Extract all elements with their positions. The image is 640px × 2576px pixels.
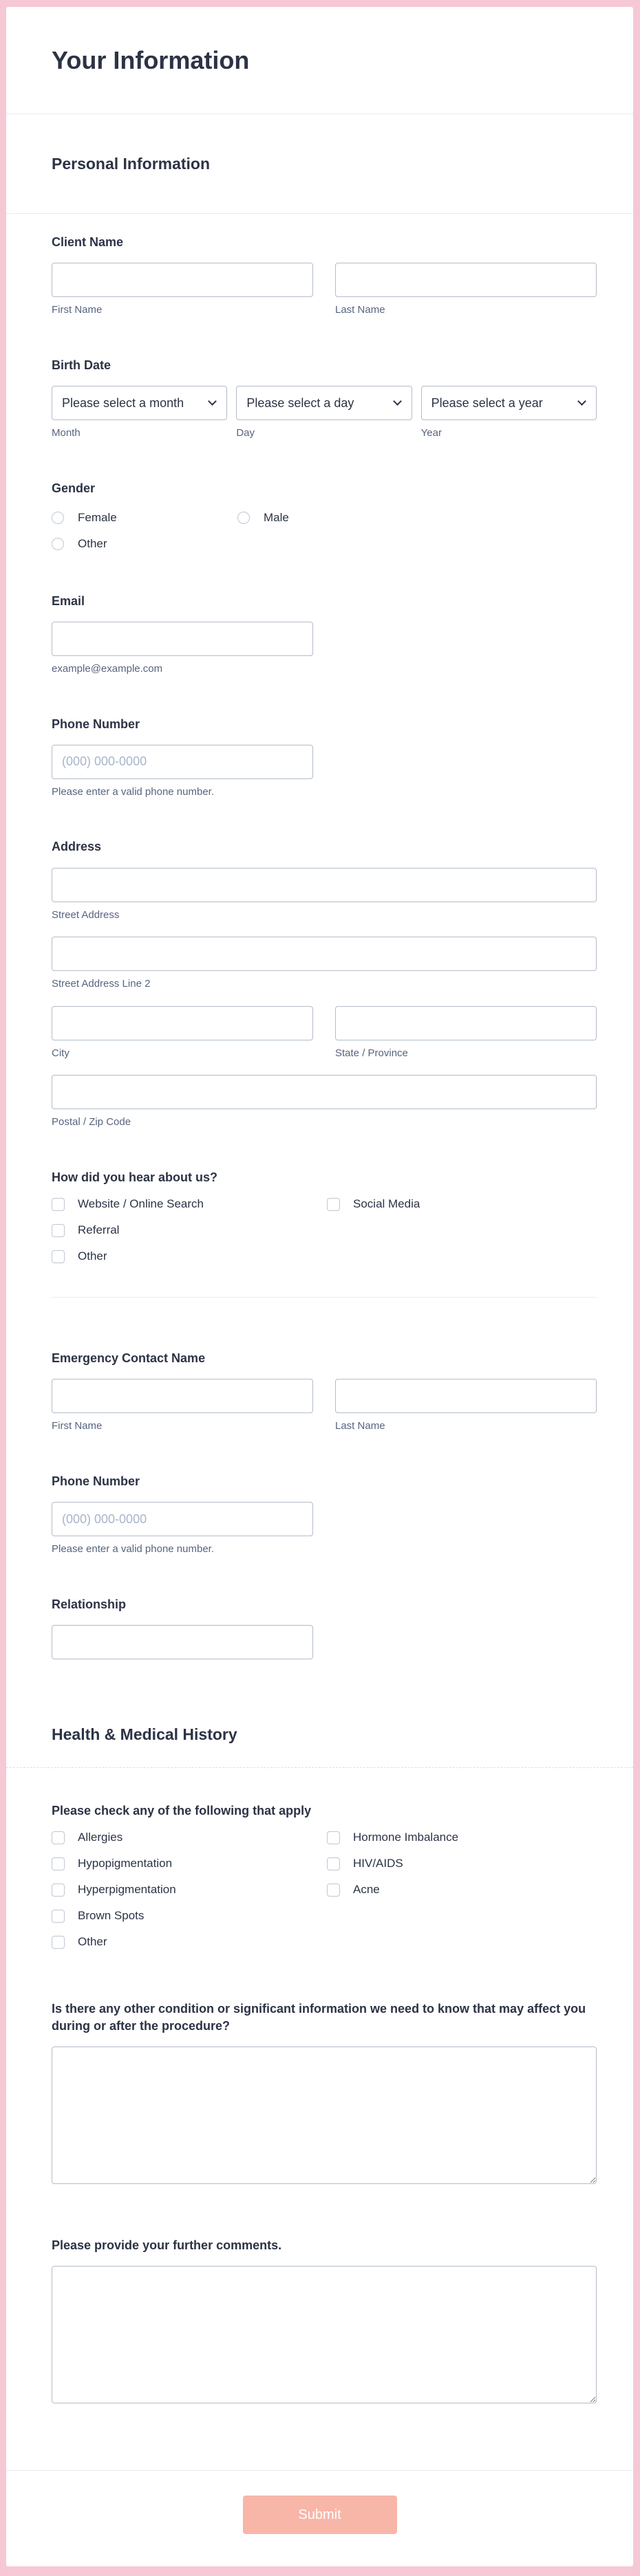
city-sublabel: City [52, 1047, 70, 1059]
address-label: Address [52, 840, 102, 854]
acne-label: Acne [353, 1883, 380, 1897]
hypopigmentation-label: Hypopigmentation [78, 1857, 173, 1870]
emergency-phone-label: Phone Number [52, 1474, 140, 1488]
client-first-name-input[interactable] [52, 263, 313, 297]
submit-button[interactable]: Submit [243, 2496, 397, 2534]
email-sublabel: example@example.com [52, 663, 163, 675]
website-online-search-label: Website / Online Search [78, 1197, 204, 1211]
emergency-phone-input[interactable] [52, 1502, 313, 1536]
phone-sublabel: Please enter a valid phone number. [52, 785, 214, 798]
form-header [6, 7, 633, 114]
street-address-input[interactable] [52, 868, 597, 902]
brown-spots-label: Brown Spots [78, 1909, 145, 1923]
street-address-sublabel: Street Address [52, 908, 120, 921]
other-radio[interactable] [52, 538, 64, 550]
state-province-input[interactable] [335, 1006, 597, 1040]
month-sublabel: Month [52, 427, 81, 439]
other-condition-label: Other [78, 1935, 107, 1949]
emergency-phone-field [52, 1473, 597, 1556]
male-radio-label: Male [264, 510, 289, 524]
personal-information-heading: Personal Information [52, 154, 211, 173]
hyperpigmentation-checkbox[interactable] [52, 1884, 65, 1897]
client-name-field [52, 234, 597, 317]
male-radio[interactable] [237, 512, 250, 524]
form-footer [6, 2470, 633, 2566]
hormone-imbalance-checkbox[interactable] [327, 1831, 340, 1844]
condition-option-brown-spots[interactable] [52, 1907, 327, 1925]
city-input[interactable] [52, 1006, 313, 1040]
health-medical-history-heading: Health & Medical History [52, 1725, 237, 1743]
postal-zip-input[interactable] [52, 1075, 597, 1109]
emergency-contact-name-field [52, 1350, 597, 1433]
social-media-checkbox[interactable] [327, 1198, 340, 1211]
allergies-checkbox[interactable] [52, 1831, 65, 1844]
website-online-search-checkbox[interactable] [52, 1198, 65, 1211]
postal-zip-sublabel: Postal / Zip Code [52, 1116, 131, 1128]
section-personal-information [6, 114, 633, 214]
female-radio[interactable] [52, 512, 64, 524]
phone-field [52, 716, 597, 799]
birth-year-select[interactable] [421, 386, 597, 420]
gender-option-other[interactable] [52, 535, 237, 553]
condition-option-hyperpigmentation[interactable] [52, 1881, 327, 1899]
first-name-sublabel: First Name [52, 304, 103, 316]
form-card [6, 7, 633, 2566]
emergency-last-name-input[interactable] [335, 1379, 597, 1413]
birth-date-field [52, 357, 597, 440]
condition-option-other[interactable] [52, 1933, 327, 1951]
email-label: Email [52, 593, 85, 608]
birth-day-select[interactable] [236, 386, 412, 420]
birth-date-label: Birth Date [52, 358, 111, 372]
condition-option-hormone-imbalance[interactable] [327, 1829, 458, 1846]
section-divider [52, 1297, 597, 1298]
allergies-label: Allergies [78, 1831, 123, 1844]
condition-option-acne[interactable] [327, 1881, 458, 1899]
email-input[interactable] [52, 622, 313, 656]
social-media-label: Social Media [353, 1197, 420, 1211]
condition-option-hiv-aids[interactable] [327, 1855, 458, 1873]
birth-month-select[interactable] [52, 386, 227, 420]
relationship-field [52, 1596, 597, 1659]
day-sublabel: Day [236, 427, 255, 439]
hiv-aids-checkbox[interactable] [327, 1857, 340, 1870]
conditions-field [52, 1802, 597, 1951]
client-last-name-input[interactable] [335, 263, 597, 297]
other-condition-field [52, 2000, 597, 2187]
relationship-input[interactable] [52, 1625, 313, 1659]
state-province-sublabel: State / Province [335, 1047, 408, 1059]
hormone-imbalance-label: Hormone Imbalance [353, 1831, 459, 1844]
emergency-phone-sublabel: Please enter a valid phone number. [52, 1543, 214, 1556]
gender-option-male[interactable] [237, 509, 289, 527]
hyperpigmentation-label: Hyperpigmentation [78, 1883, 176, 1897]
gender-label: Gender [52, 481, 96, 495]
street-address-line2-sublabel: Street Address Line 2 [52, 978, 151, 990]
email-field [52, 593, 597, 676]
brown-spots-checkbox[interactable] [52, 1910, 65, 1923]
acne-checkbox[interactable] [327, 1884, 340, 1897]
other-source-label: Other [78, 1249, 107, 1263]
hear-about-option-social-media[interactable] [327, 1195, 420, 1213]
page-break-divider [6, 1767, 633, 1768]
street-address-line2-input[interactable] [52, 937, 597, 971]
relationship-label: Relationship [52, 1597, 127, 1611]
gender-field [52, 480, 597, 553]
other-condition-checkbox[interactable] [52, 1936, 65, 1949]
hear-about-field [52, 1169, 597, 1265]
client-name-label: Client Name [52, 235, 124, 249]
emergency-first-name-sublabel: First Name [52, 1420, 103, 1432]
form-title: Your Information [52, 45, 250, 74]
comments-textarea[interactable] [52, 2266, 597, 2403]
hear-about-option-website[interactable] [52, 1195, 327, 1213]
other-radio-label: Other [78, 536, 107, 550]
hypopigmentation-checkbox[interactable] [52, 1857, 65, 1870]
address-field [52, 838, 597, 1128]
comments-field [52, 2237, 597, 2407]
hear-about-label: How did you hear about us? [52, 1170, 218, 1184]
hear-about-option-referral[interactable] [52, 1221, 327, 1239]
phone-label: Phone Number [52, 717, 140, 731]
hear-about-option-other[interactable] [52, 1247, 327, 1265]
condition-option-allergies[interactable] [52, 1829, 327, 1846]
condition-option-hypopigmentation[interactable] [52, 1855, 327, 1873]
emergency-last-name-sublabel: Last Name [335, 1420, 385, 1432]
other-source-checkbox[interactable] [52, 1250, 65, 1263]
emergency-first-name-input[interactable] [52, 1379, 313, 1413]
comments-label: Please provide your further comments. [52, 2238, 282, 2252]
year-sublabel: Year [420, 427, 442, 439]
female-radio-label: Female [78, 510, 117, 524]
gender-option-female[interactable] [52, 509, 237, 527]
other-condition-question-label: Is there any other condition or significant information we need to know that may affect you during or after the procedure? [52, 2002, 586, 2033]
form-body [6, 214, 633, 2470]
last-name-sublabel: Last Name [335, 304, 385, 316]
emergency-contact-name-label: Emergency Contact Name [52, 1351, 206, 1366]
hiv-aids-label: HIV/AIDS [353, 1857, 403, 1870]
other-condition-textarea[interactable] [52, 2046, 597, 2184]
conditions-label: Please check any of the following that apply [52, 1803, 312, 1818]
referral-checkbox[interactable] [52, 1224, 65, 1237]
phone-input[interactable] [52, 745, 313, 779]
referral-label: Referral [78, 1223, 120, 1237]
